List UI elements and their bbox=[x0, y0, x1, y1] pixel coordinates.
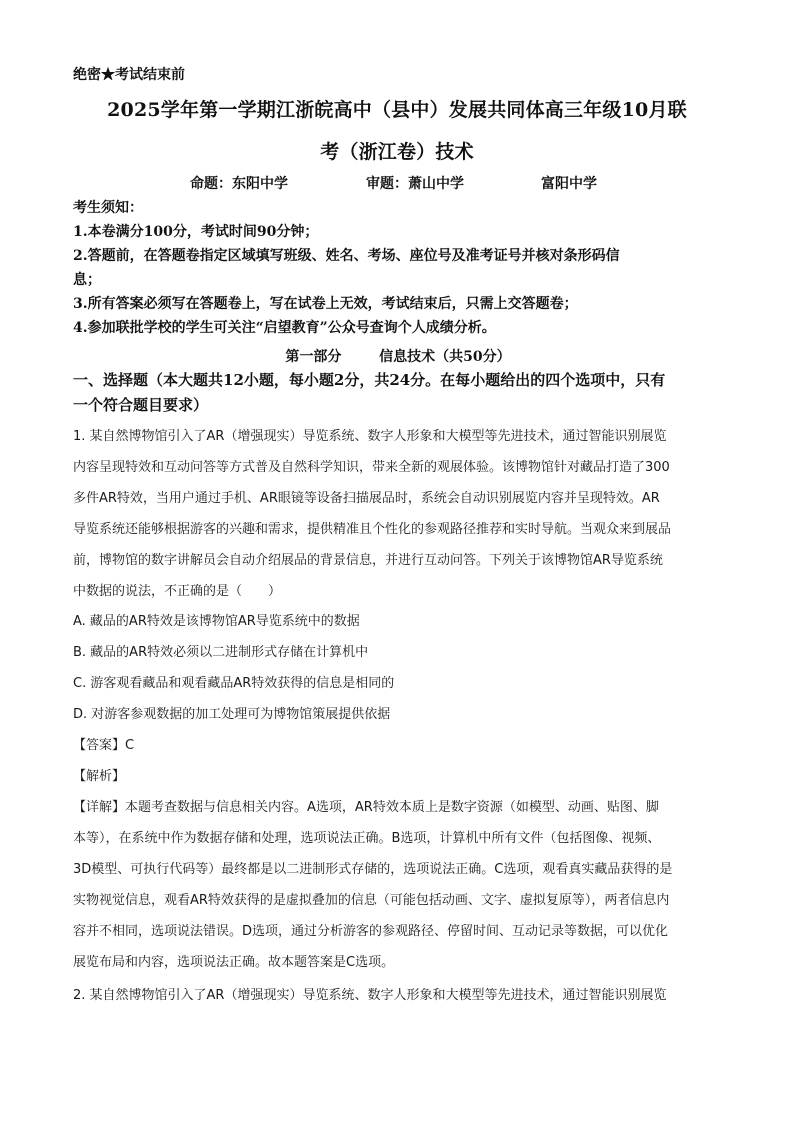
option-b: B. 藏品的AR特效必须以二进制形式存储在计算机中 bbox=[73, 645, 369, 660]
option-d: D. 对游客参观数据的加工处理可为博物馆策展提供依据 bbox=[73, 707, 391, 722]
part-subject: 信息技术（共50分） bbox=[379, 349, 511, 365]
exam-notes bbox=[73, 196, 723, 340]
detail-line: 容并不相同，选项说法错误。D选项，通过分析游客的参观路径、停留时间、互动记录等数据，可以优化 bbox=[73, 924, 669, 939]
option-a: A. 藏品的AR特效是该博物馆AR导览系统中的数据 bbox=[73, 614, 360, 629]
stem-line: 2. 某自然博物馆引入了AR（增强现实）导览系统、数字人形象和大模型等先进技术，通过智能识别展览 bbox=[73, 988, 667, 1003]
confidential-label: 绝密★考试结束前 bbox=[73, 67, 185, 83]
section-heading bbox=[73, 368, 725, 418]
part-number: 第一部分 bbox=[285, 349, 342, 365]
analysis-label: 【解析】 bbox=[73, 769, 126, 784]
question-1-detail bbox=[73, 792, 725, 978]
question-reviewer: 审题：萧山中学 bbox=[366, 176, 464, 192]
question-reviewer-2: 富阳中学 bbox=[541, 176, 597, 192]
note-item: 息； bbox=[73, 272, 101, 288]
notes-heading: 考生须知： bbox=[73, 200, 143, 216]
note-item: 1.本卷满分100分，考试时间90分钟； bbox=[73, 224, 319, 240]
option-c: C. 游客观看藏品和观看藏品AR特效获得的信息是相同的 bbox=[73, 676, 395, 691]
stem-line: 内容呈现特效和互动问答等方式普及自然科学知识，带来全新的观展体验。该博物馆针对藏品打造了300 bbox=[73, 460, 670, 475]
exam-title-line2: 考（浙江卷）技术 bbox=[320, 141, 474, 163]
stem-line: 中数据的说法，不正确的是（ ） bbox=[73, 584, 282, 599]
note-item: 4.参加联批学校的学生可关注“启望教育”公众号查询个人成绩分析。 bbox=[73, 320, 496, 336]
detail-line: 实物视觉信息，观看AR特效获得的是虚拟叠加的信息（可能包括动画、文字、虚拟复原等），两者信息内 bbox=[73, 893, 670, 908]
detail-line: 【详解】本题考查数据与信息相关内容。A选项，AR特效本质上是数字资源（如模型、动画、贴图、脚 bbox=[73, 800, 659, 815]
answer-label: 【答案】C bbox=[73, 738, 135, 753]
detail-line: 展览布局和内容，选项说法正确。故本题答案是C选项。 bbox=[73, 955, 395, 970]
section-heading-line1: 一、选择题（本大题共12小题，每小题2分，共24分。在每小题给出的四个选项中，只有 bbox=[73, 371, 666, 389]
note-item: 2.答题前，在答题卷指定区域填写班级、姓名、考场、座位号及准考证号并核对条形码信 bbox=[73, 248, 620, 264]
stem-line: 1. 某自然博物馆引入了AR（增强现实）导览系统、数字人形象和大模型等先进技术，通过智能识别展览 bbox=[73, 429, 667, 444]
question-1-options bbox=[73, 606, 725, 730]
section-heading-line2: 一个符合题目要求） bbox=[73, 396, 209, 414]
question-1-answer-block bbox=[73, 730, 725, 792]
stem-line: 导览系统还能够根据游客的兴趣和需求，提供精准且个性化的参观路径推荐和实时导航。当观众来到展品 bbox=[73, 522, 672, 537]
part-heading bbox=[73, 346, 723, 366]
question-1-stem bbox=[73, 421, 725, 607]
stem-line: 前，博物馆的数字讲解员会自动介绍展品的背景信息，并进行互动问答。下列关于该博物馆AR导览系统 bbox=[73, 553, 663, 568]
exam-title-line1: 2025学年第一学期江浙皖高中（县中）发展共同体高三年级10月联 bbox=[107, 99, 687, 121]
stem-line: 多件AR特效，当用户通过手机、AR眼镜等设备扫描展品时，系统会自动识别展览内容并呈现特效。AR bbox=[73, 491, 660, 506]
question-2-stem bbox=[73, 980, 725, 1011]
note-item: 3.所有答案必须写在答题卷上，写在试卷上无效，考试结束后，只需上交答题卷； bbox=[73, 296, 578, 312]
detail-line: 3D模型、可执行代码等）最终都是以二进制形式存储的，选项说法正确。C选项，观看真实藏品获得的是 bbox=[73, 862, 673, 877]
detail-line: 本等），在系统中作为数据存储和处理，选项说法正确。B选项，计算机中所有文件（包括图像、视频、 bbox=[73, 831, 661, 846]
question-maker: 命题：东阳中学 bbox=[190, 176, 288, 192]
